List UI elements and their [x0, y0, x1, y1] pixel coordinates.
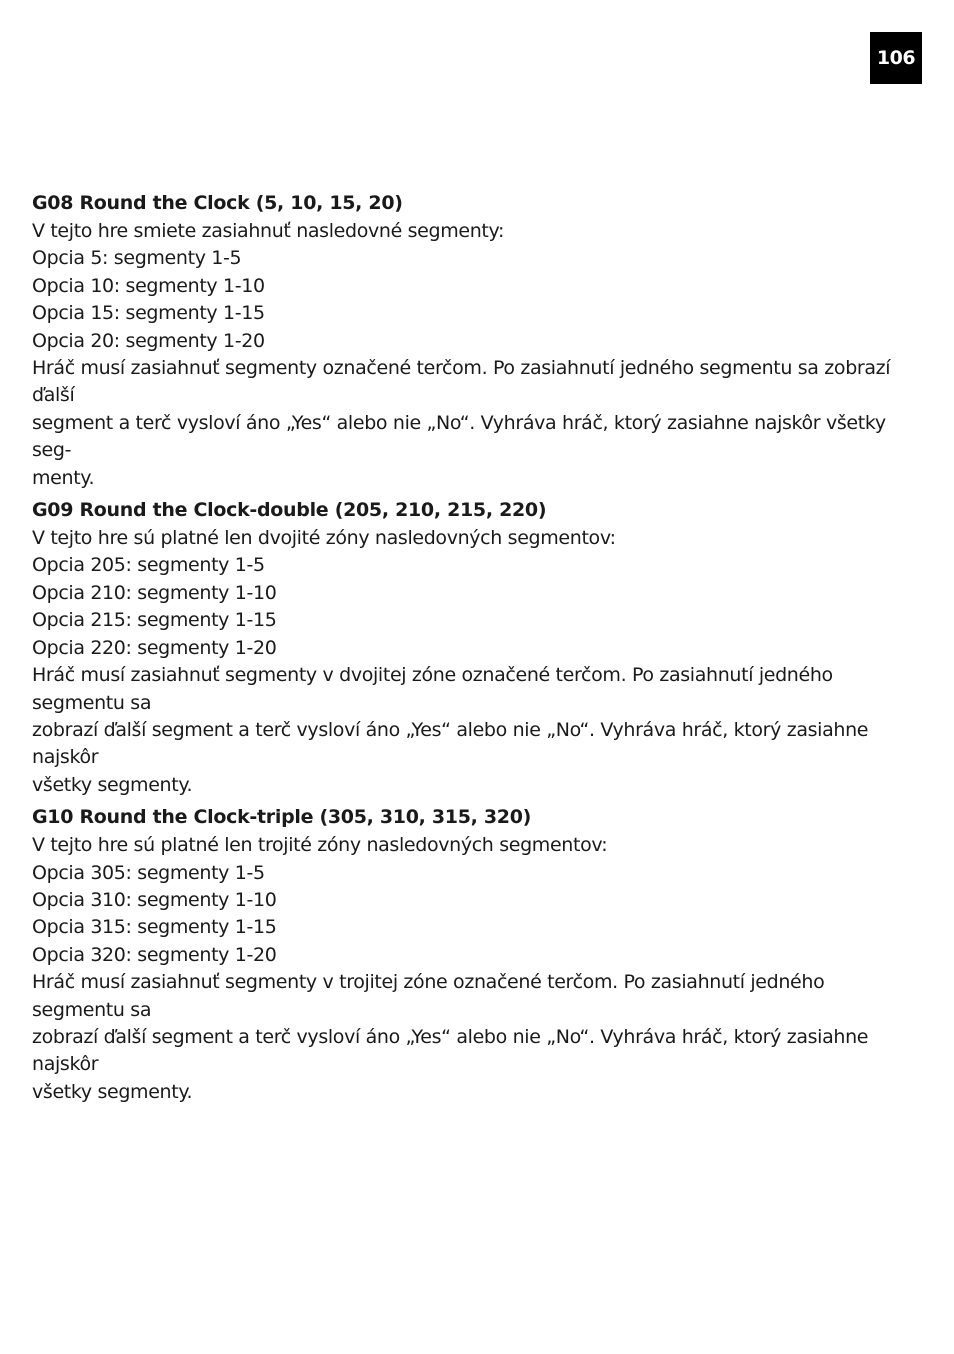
option-line: Opcia 305: segmenty 1-5 — [32, 861, 265, 884]
section-heading: G09 Round the Clock-double (205, 210, 215, 220) — [32, 499, 547, 522]
option-line: Opcia 210: segmenty 1-10 — [32, 581, 277, 604]
description-line: zobrazí ďalší segment a terč vysloví áno „Yes“ alebo nie „No“. Vyhráva hráč, ktorý zasiahne najskôr — [32, 1025, 869, 1076]
option-line: Opcia 10: segmenty 1-10 — [32, 274, 265, 297]
section-intro: V tejto hre sú platné len dvojité zóny nasledovných segmentov: — [32, 527, 616, 550]
page-number: 106 — [870, 32, 922, 84]
option-line: Opcia 315: segmenty 1-15 — [32, 916, 277, 939]
description-line: Hráč musí zasiahnuť segmenty v dvojitej zóne označené terčom. Po zasiahnutí jedného segmentu sa — [32, 664, 833, 714]
section-g08 — [32, 189, 916, 492]
description-line: Hráč musí zasiahnuť segmenty označené terčom. Po zasiahnutí jedného segmentu sa zobrazí ďalší — [32, 357, 891, 407]
option-line: Opcia 320: segmenty 1-20 — [32, 943, 277, 966]
section-intro: V tejto hre sú platné len trojité zóny nasledovných segmentov: — [32, 834, 608, 857]
section-intro: V tejto hre smiete zasiahnuť nasledovné segmenty: — [32, 220, 505, 242]
section-g09 — [32, 496, 916, 799]
description-line: všetky segmenty. — [32, 1080, 193, 1103]
description-line: Hráč musí zasiahnuť segmenty v trojitej zóne označené terčom. Po zasiahnutí jedného segmentu sa — [32, 971, 825, 1021]
section-g10 — [32, 803, 916, 1106]
section-heading: G08 Round the Clock (5, 10, 15, 20) — [32, 192, 403, 214]
option-line: Opcia 5: segmenty 1-5 — [32, 247, 242, 270]
option-line: Opcia 205: segmenty 1-5 — [32, 554, 265, 577]
option-line: Opcia 20: segmenty 1-20 — [32, 329, 265, 352]
description-line: zobrazí ďalší segment a terč vysloví áno „Yes“ alebo nie „No“. Vyhráva hráč, ktorý zasiahne najskôr — [32, 718, 869, 769]
option-line: Opcia 310: segmenty 1-10 — [32, 888, 277, 911]
section-heading: G10 Round the Clock-triple (305, 310, 315, 320) — [32, 806, 531, 829]
option-line: Opcia 220: segmenty 1-20 — [32, 636, 277, 659]
description-line: všetky segmenty. — [32, 773, 193, 796]
option-line: Opcia 15: segmenty 1-15 — [32, 302, 265, 325]
description-line: segment a terč vysloví áno „Yes“ alebo nie „No“. Vyhráva hráč, ktorý zasiahne najskôr všetky seg- — [32, 411, 886, 462]
document-body — [32, 189, 916, 1106]
description-line: menty. — [32, 466, 95, 489]
option-line: Opcia 215: segmenty 1-15 — [32, 609, 277, 632]
